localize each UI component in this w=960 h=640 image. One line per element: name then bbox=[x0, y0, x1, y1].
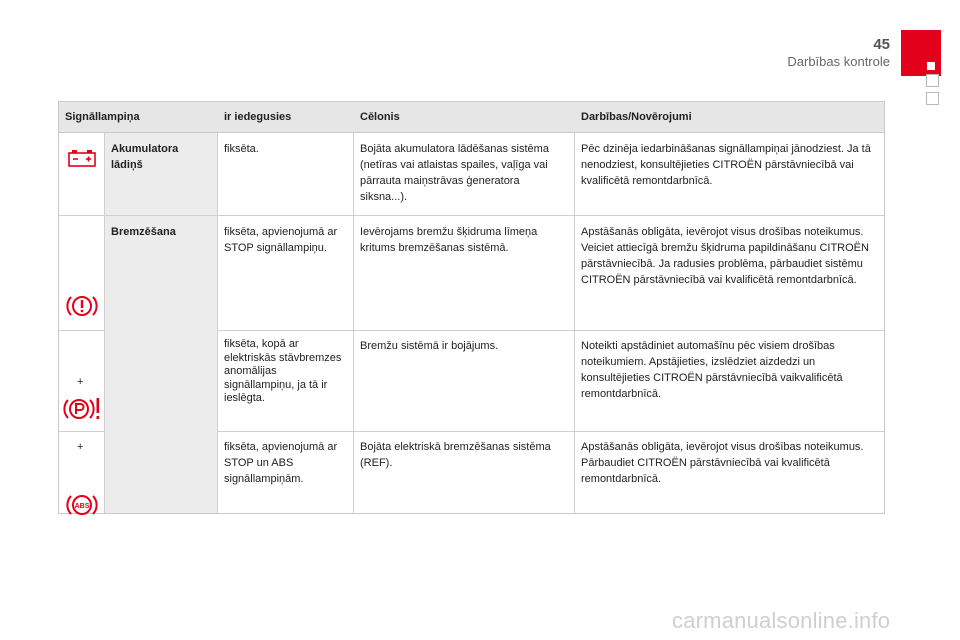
row-1-action: Pēc dzinēja iedarbināšanas signāllampiņai jānodziest. Ja tā nenodziest, konsultējieties CITROËN pārstāvniecībā vai kvalificētā remontdarbnīcā. bbox=[581, 143, 871, 187]
row-3-state: fiksēta, kopā ar elektriskās stāvbremzes anomālijas signāllampiņu, ja tā ir ieslēgta. bbox=[224, 338, 342, 404]
row-1-state: fiksēta. bbox=[224, 143, 259, 155]
warning-lights-table bbox=[58, 101, 885, 514]
watermark: carmanualsonline.info bbox=[672, 608, 891, 633]
row-4-plus: + bbox=[77, 441, 84, 453]
row-4-cause: Bojāta elektriskā bremzēšanas sistēma (REF). bbox=[360, 441, 551, 469]
section-title: Darbības kontrole bbox=[787, 54, 890, 69]
row-2-cause: Ievērojams bremžu šķidruma līmeņa kritums bremzēšanas sistēmā. bbox=[360, 226, 538, 254]
row-3-action: Noteikti apstādiniet automašīnu pēc visiem drošības noteikumiem. Apstājieties, izslēdziet aizdedzi un konsultējieties CITROËN pārstāvniecībā vaikvalificētā remontdarbnīcā. bbox=[581, 340, 843, 400]
parking-brake-fault-icon bbox=[63, 395, 103, 428]
battery-icon bbox=[67, 149, 97, 174]
row-1-cause: Bojāta akumulatora lādēšanas sistēma (netīras vai atlaistas spailes, vaļīga vai pārrauta maiņstrāvas ģeneratora siksna...). bbox=[360, 143, 549, 203]
abs-icon bbox=[65, 491, 99, 524]
tab-marker-2 bbox=[926, 92, 939, 105]
row-4-state: fiksēta, apvienojumā ar STOP un ABS signāllampiņām. bbox=[224, 441, 338, 485]
col-header-cause: Cēlonis bbox=[360, 111, 400, 123]
brake-warning-icon bbox=[65, 292, 99, 325]
tab-marker-1 bbox=[926, 74, 939, 87]
col-header-state: ir iedegusies bbox=[224, 111, 292, 123]
page-number: 45 bbox=[873, 36, 890, 53]
table-header bbox=[58, 101, 885, 133]
row-2-name: Bremzēšana bbox=[111, 226, 176, 238]
table-body bbox=[58, 133, 885, 514]
row-3-plus: + bbox=[77, 376, 84, 388]
chapter-tab bbox=[901, 30, 941, 76]
row-2-action: Apstāšanās obligāta, ievērojot visus drošības noteikumus. Veiciet attiecīgā bremžu šķidruma papildināšanu CITROËN pārstāvniecībā. Ja radusies problēma, pārbaudiet sistēmu CITROËN pārstāvniecībā vai kvalificētā remontdarbnīcā. bbox=[581, 226, 869, 286]
col-header-action: Darbības/Novērojumi bbox=[581, 111, 692, 123]
svg-text:ABS: ABS bbox=[74, 503, 90, 510]
row-1-name: Akumulatora lādiņš bbox=[111, 143, 179, 171]
col-header-signal: Signāllampiņa bbox=[65, 111, 140, 123]
row-3-cause: Bremžu sistēmā ir bojājums. bbox=[360, 340, 499, 352]
row-4-action: Apstāšanās obligāta, ievērojot visus drošības noteikumus. Pārbaudiet CITROËN pārstāvniecībā vai kvalificētā remontdarbnīcā. bbox=[581, 441, 864, 485]
row-2-state: fiksēta, apvienojumā ar STOP signāllampiņu. bbox=[224, 226, 338, 254]
